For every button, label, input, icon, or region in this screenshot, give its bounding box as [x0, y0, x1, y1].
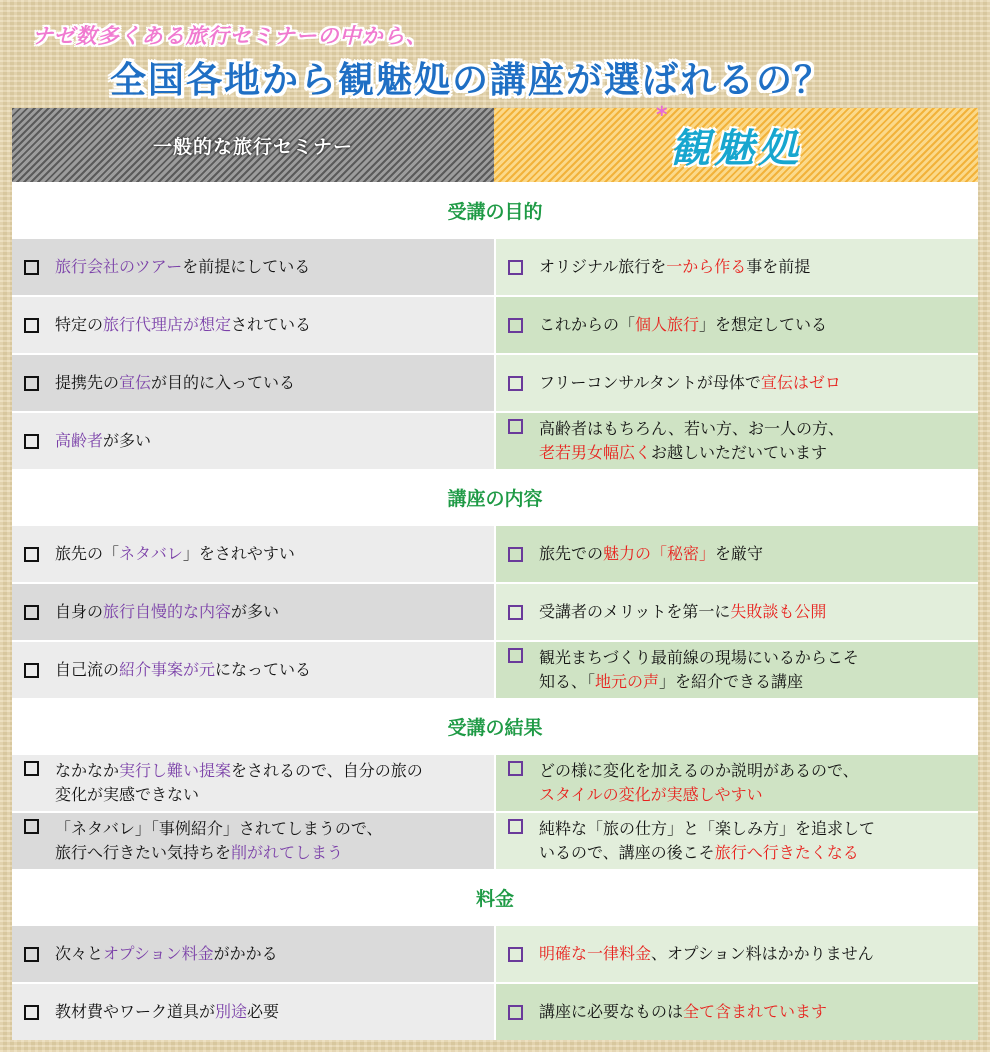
general-cell: 自身の旅行自慢的な内容が多い	[12, 584, 494, 640]
table-row	[12, 584, 978, 640]
brand-cell: 観光まちづくり最前線の現場にいるからこそ 知る、「地元の声」を紹介できる講座	[496, 642, 978, 698]
checkbox-icon	[508, 947, 523, 962]
page-title: 全国各地から観魅処の講座が選ばれるの？	[110, 60, 833, 101]
checkbox-icon	[24, 605, 39, 620]
brand-cell: 高齢者はもちろん、若い方、お一人の方、 老若男女幅広くお越しいただいています	[496, 413, 978, 469]
general-cell: 次々とオプション料金がかかる	[12, 926, 494, 982]
section-title-purpose: 受講の目的	[447, 201, 543, 223]
brand-star-icon: *	[656, 102, 672, 128]
general-cell: 旅行会社のツアーを前提にしている	[12, 239, 494, 295]
checkbox-icon	[508, 761, 523, 776]
general-cell: なかなか実行し難い提案をされるので、自分の旅の 変化が実感できない	[12, 755, 494, 811]
checkbox-icon	[24, 376, 39, 391]
table-row	[12, 926, 978, 982]
general-cell: 特定の旅行代理店が想定されている	[12, 297, 494, 353]
general-cell: 旅先の「ネタバレ」をされやすい	[12, 526, 494, 582]
brand-cell: 講座に必要なものは全て含まれています	[496, 984, 978, 1040]
checkbox-icon	[24, 260, 39, 275]
table-row	[12, 413, 978, 469]
checkbox-icon	[508, 376, 523, 391]
column-header-general-label: 一般的な旅行セミナー	[152, 135, 353, 158]
checkbox-icon	[508, 260, 523, 275]
brand-logo-text: 観魅処	[670, 125, 802, 172]
brand-logo	[656, 102, 802, 174]
checkbox-icon	[24, 318, 39, 333]
brand-cell: これからの「個人旅行」を想定している	[496, 297, 978, 353]
checkbox-icon	[24, 434, 39, 449]
header	[0, 0, 990, 105]
table-row	[12, 355, 978, 411]
brand-cell: どの様に変化を加えるのか説明があるので、 スタイルの変化が実感しやすい	[496, 755, 978, 811]
brand-cell: 純粋な「旅の仕方」と「楽しみ方」を追求して いるので、講座の後こそ旅行へ行きたくなる	[496, 813, 978, 869]
checkbox-icon	[508, 1005, 523, 1020]
column-header-general	[12, 108, 494, 182]
general-cell: 高齢者が多い	[12, 413, 494, 469]
table-row	[12, 239, 978, 295]
checkbox-icon	[508, 648, 523, 663]
general-cell: 自己流の紹介事案が元になっている	[12, 642, 494, 698]
brand-cell: 旅先での魅力の「秘密」を厳守	[496, 526, 978, 582]
checkbox-icon	[24, 547, 39, 562]
checkbox-icon	[24, 663, 39, 678]
brand-cell: オリジナル旅行を一から作る事を前提	[496, 239, 978, 295]
checkbox-icon	[24, 761, 39, 776]
general-cell: 教材費やワーク道具が別途必要	[12, 984, 494, 1040]
brand-cell: フリーコンサルタントが母体で宣伝はゼロ	[496, 355, 978, 411]
checkbox-icon	[24, 1005, 39, 1020]
brand-cell: 明確な一律料金、オプション料はかかりません	[496, 926, 978, 982]
checkbox-icon	[24, 947, 39, 962]
brand-cell: 受講者のメリットを第一に失敗談も公開	[496, 584, 978, 640]
checkbox-icon	[508, 819, 523, 834]
section-title-content: 講座の内容	[447, 488, 543, 510]
section-title-result: 受講の結果	[447, 717, 543, 739]
table-row	[12, 755, 978, 811]
checkbox-icon	[508, 318, 523, 333]
table-row	[12, 984, 978, 1040]
column-header-brand	[494, 102, 978, 182]
general-cell: 提携先の宣伝が目的に入っている	[12, 355, 494, 411]
header-subtitle: ナゼ数多くある旅行セミナーの中から、	[32, 24, 428, 48]
section-title-price: 料金	[475, 888, 514, 910]
table-row	[12, 813, 978, 869]
checkbox-icon	[24, 819, 39, 834]
checkbox-icon	[508, 547, 523, 562]
general-cell: 「ネタバレ」「事例紹介」されてしまうので、 旅行へ行きたい気持ちを削がれてしまう	[12, 813, 494, 869]
comparison-table	[12, 102, 978, 1040]
table-row	[12, 642, 978, 698]
checkbox-icon	[508, 605, 523, 620]
table-row	[12, 297, 978, 353]
checkbox-icon	[508, 419, 523, 434]
table-row	[12, 526, 978, 582]
